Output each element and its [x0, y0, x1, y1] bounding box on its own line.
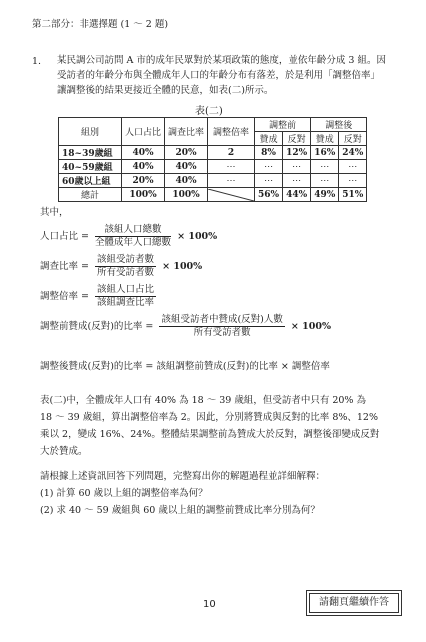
- intro-line-2: 受訪者的年齡分布與全體成年人口的年齡分布有落差，於是利用「調整倍率」: [57, 70, 381, 81]
- formula-suffix: × 100%: [177, 231, 218, 242]
- row-factor: 2: [208, 146, 255, 160]
- row-survey: 20%: [165, 146, 208, 160]
- among-label: 其中，: [40, 207, 69, 218]
- row-group: 60歲以上組: [59, 174, 122, 188]
- row-before-oppose: ⋯: [283, 160, 311, 174]
- row-before-oppose: 44%: [283, 188, 311, 202]
- row-pop: 40%: [122, 160, 165, 174]
- row-after-oppose: 24%: [339, 146, 367, 160]
- row-group: 18~39歲組: [59, 146, 122, 160]
- intro-line-1: 某民調公司訪問 A 市的成年民眾對於某項政策的態度，並依年齡分成 3 組。因: [57, 55, 386, 66]
- row-after-approve: 49%: [311, 188, 339, 202]
- explanation-line-2: 18 ～ 39 歲組，算出調整倍率為 2。因此，分別將贊成與反對的比率 8%、12%: [40, 412, 379, 423]
- row-before-oppose: ⋯: [283, 174, 311, 188]
- question-number: 1.: [32, 56, 42, 67]
- row-survey: 40%: [165, 160, 208, 174]
- formula-suffix: × 100%: [162, 261, 203, 272]
- continue-label: 請翻頁繼續作答: [319, 597, 389, 608]
- row-after-approve: ⋯: [311, 174, 339, 188]
- formula-population-share: [40, 224, 217, 249]
- table-caption: 表(二): [195, 106, 223, 117]
- fraction: [95, 254, 156, 279]
- formula-after-ratio: 調整後贊成(反對)的比率 = 該組調整前贊成(反對)的比率 × 調整倍率: [40, 361, 330, 372]
- instructions: 請根據上述資訊回答下列問題，完整寫出你的解題過程並詳細解釋：: [40, 471, 326, 482]
- formula-survey-ratio: [40, 254, 202, 279]
- header-group: 組別: [59, 118, 122, 146]
- formula-label: 調查比率 =: [40, 261, 89, 272]
- formula-suffix: × 100%: [290, 321, 332, 332]
- subquestion-2: (2) 求 40 ～ 59 歲組與 60 歲以上組的調整前贊成比率分別為何？: [40, 505, 320, 516]
- intro-line-3: 讓調整後的結果更接近全體的民意，如表(二)所示。: [57, 85, 274, 96]
- row-factor-diagonal: [208, 188, 255, 202]
- header-before-oppose: 反對: [283, 132, 311, 146]
- data-table: [58, 117, 367, 202]
- header-after-oppose: 反對: [339, 132, 367, 146]
- fraction: [95, 284, 156, 309]
- table-row: [59, 146, 367, 160]
- row-before-approve: ⋯: [255, 174, 283, 188]
- row-after-oppose: ⋯: [339, 160, 367, 174]
- denominator: 全體成年人口總數: [95, 237, 172, 248]
- numerator: 該組人口總數: [95, 224, 171, 237]
- explanation-line-4: 大於贊成。: [40, 446, 88, 457]
- denominator: 所有受訪者數: [193, 327, 251, 338]
- header-survey-ratio: 調查比率: [165, 118, 208, 146]
- subquestion-1: (1) 計算 60 歲以上組的調整倍率為何？: [40, 488, 208, 499]
- header-adjust-factor: 調整倍率: [208, 118, 255, 146]
- header-before: 調整前: [255, 118, 311, 132]
- row-group: 40~59歲組: [59, 160, 122, 174]
- fraction: [159, 314, 284, 339]
- row-pop: 100%: [122, 188, 165, 202]
- header-population-share: 人口占比: [122, 118, 165, 146]
- row-after-approve: 16%: [311, 146, 339, 160]
- row-before-approve: 56%: [255, 188, 283, 202]
- formula-adjust-factor: [40, 284, 159, 309]
- row-before-oppose: 12%: [283, 146, 311, 160]
- section-heading: 第二部分：非選擇題 (1 ～ 2 題): [32, 19, 169, 30]
- diagonal-line-icon: [208, 189, 254, 201]
- row-survey: 40%: [165, 174, 208, 188]
- explanation-line-1: 表(二)中，全體成年人口有 40% 為 18 ～ 39 歲組，但受訪者中只有 20% 為: [40, 395, 366, 406]
- row-survey: 100%: [165, 188, 208, 202]
- formula-before-ratio: [40, 314, 331, 339]
- denominator: 所有受訪者數: [97, 267, 155, 278]
- numerator: 該組受訪者數: [97, 254, 155, 265]
- header-after-approve: 贊成: [311, 132, 339, 146]
- numerator: 該組人口占比: [97, 284, 155, 295]
- formula-label: 人口占比 =: [40, 231, 89, 242]
- row-factor: ⋯: [208, 174, 255, 188]
- denominator: 該組調查比率: [97, 297, 155, 308]
- explanation-line-3: 乘以 2，變成 16%、24%。整體結果調整前為贊成大於反對，調整後卻變成反對: [40, 429, 380, 440]
- fraction: [95, 224, 171, 249]
- table-total-row: [59, 188, 367, 202]
- row-pop: 20%: [122, 174, 165, 188]
- table-row: [59, 160, 367, 174]
- row-after-oppose: ⋯: [339, 174, 367, 188]
- row-factor: ⋯: [208, 160, 255, 174]
- row-group: 總計: [59, 188, 122, 202]
- formula-label: 調整倍率 =: [40, 291, 89, 302]
- page-number: 10: [203, 599, 216, 610]
- row-pop: 40%: [122, 146, 165, 160]
- table-row: [59, 174, 367, 188]
- row-before-approve: 8%: [255, 146, 283, 160]
- continue-box: [306, 590, 402, 616]
- row-before-approve: ⋯: [255, 160, 283, 174]
- row-after-approve: ⋯: [311, 160, 339, 174]
- row-after-oppose: 51%: [339, 188, 367, 202]
- table-header-row: [59, 118, 367, 132]
- header-before-approve: 贊成: [255, 132, 283, 146]
- header-after: 調整後: [311, 118, 367, 132]
- numerator: 該組受訪者中贊成(反對)人數: [161, 314, 283, 325]
- formula-label: 調整前贊成(反對)的比率 =: [40, 321, 154, 332]
